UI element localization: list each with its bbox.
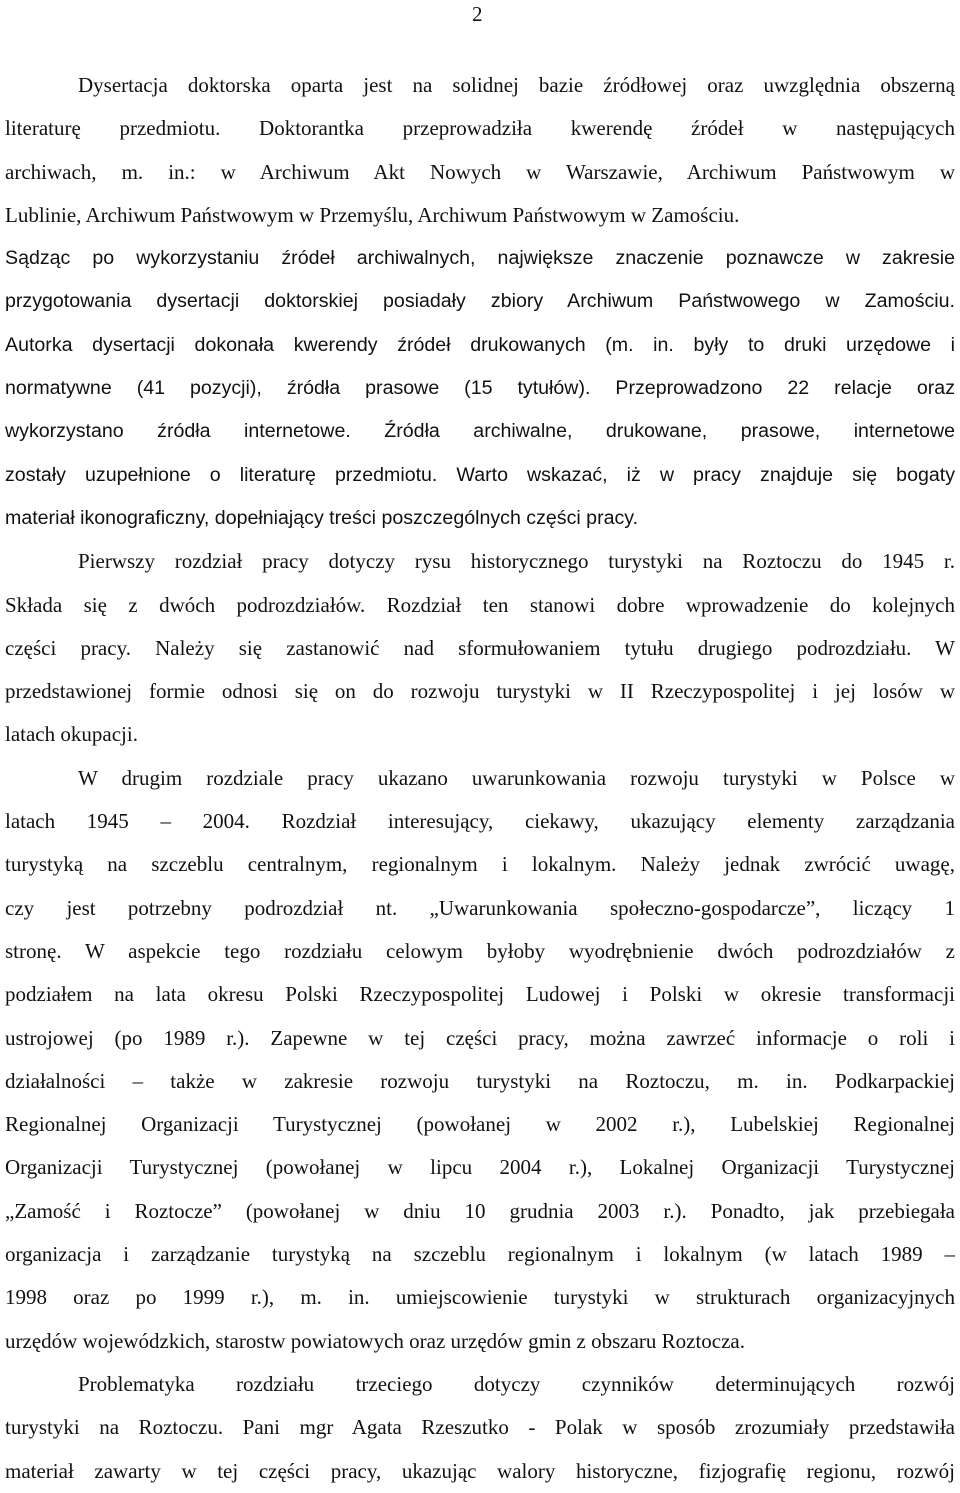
- text-line: urzędów wojewódzkich, starostw powiatowych oraz urzędów gmin z obszaru Roztocza.: [5, 1328, 746, 1353]
- text-line: materiał ikonograficzny, dopełniający treści poszczególnych części pracy.: [5, 506, 639, 529]
- text-line: Dysertacja doktorska oparta jest na solidnej bazie źródłowej oraz uwzględnia obszerną: [78, 73, 955, 97]
- text-line: literaturę przedmiotu. Doktorantka przeprowadziła kwerendę źródeł w następujących: [5, 116, 955, 141]
- paragraph: [5, 540, 955, 756]
- text-line: turystyki na Roztoczu. Pani mgr Agata Rzeszutko - Polak w sposób zrozumiały przedstawiła: [5, 1415, 955, 1440]
- text-line: Problematyka rozdziału trzeciego dotyczy czynników determinujących rozwój: [78, 1371, 955, 1396]
- paragraph: [5, 64, 955, 237]
- text-line: latach okupacji.: [5, 722, 138, 747]
- text-line: normatywne (41 pozycji), źródła prasowe (15 tytułów). Przeprowadzono 22 relacje oraz: [5, 377, 955, 400]
- text-line: podziałem na lata okresu Polski Rzeczypospolitej Ludowej i Polski w okresie transformacji: [5, 982, 955, 1007]
- text-line: Składa się z dwóch podrozdziałów. Rozdział ten stanowi dobre wprowadzenie do kolejnych: [5, 592, 955, 617]
- paragraph: [5, 757, 955, 1363]
- text-line: Lublinie, Archiwum Państwowym w Przemyślu, Archiwum Państwowym w Zamościu.: [5, 202, 740, 227]
- text-line: części pracy. Należy się zastanowić nad sformułowaniem tytułu drugiego podrozdziału. W: [5, 635, 955, 660]
- text-line: turystyką na szczeblu centralnym, regionalnym i lokalnym. Należy jednak zwrócić uwagę,: [5, 852, 955, 877]
- text-line: Pierwszy rozdział pracy dotyczy rysu historycznego turystyki na Roztoczu do 1945 r.: [78, 549, 955, 574]
- document-body: [5, 64, 955, 1493]
- text-line: 1998 oraz po 1999 r.), m. in. umiejscowienie turystyki w strukturach organizacyjnych: [5, 1285, 955, 1310]
- text-line: zostały uzupełnione o literaturę przedmiotu. Warto wskazać, iż w pracy znajduje się bogaty: [5, 463, 955, 486]
- paragraph: [5, 237, 955, 540]
- text-line: przedstawionej formie odnosi się on do rozwoju turystyki w II Rzeczypospolitej i jej losów w: [5, 679, 955, 704]
- text-line: działalności – także w zakresie rozwoju turystyki na Roztoczu, m. in. Podkarpackiej: [5, 1068, 955, 1093]
- text-line: Regionalnej Organizacji Turystycznej (powołanej w 2002 r.), Lubelskiej Regionalnej: [5, 1112, 955, 1137]
- text-line: wykorzystano źródła internetowe. Źródła archiwalne, drukowane, prasowe, internetowe: [5, 420, 955, 443]
- paragraph: [5, 1363, 955, 1493]
- text-line: Sądząc po wykorzystaniu źródeł archiwalnych, największe znaczenie poznawcze w zakresie: [5, 247, 955, 270]
- text-line: materiał zawarty w tej części pracy, ukazując walory historyczne, fizjografię regionu, rozwój: [5, 1458, 955, 1483]
- text-line: przygotowania dysertacji doktorskiej posiadały zbiory Archiwum Państwowego w Zamościu.: [5, 290, 955, 313]
- text-line: organizacja i zarządzanie turystyką na szczeblu regionalnym i lokalnym (w latach 1989 –: [5, 1242, 955, 1267]
- text-line: W drugim rozdziale pracy ukazano uwarunkowania rozwoju turystyki w Polsce w: [78, 765, 955, 790]
- text-line: Organizacji Turystycznej (powołanej w lipcu 2004 r.), Lokalnej Organizacji Turystycznej: [5, 1155, 955, 1180]
- text-line: archiwach, m. in.: w Archiwum Akt Nowych w Warszawie, Archiwum Państwowym w: [5, 159, 955, 184]
- text-line: ustrojowej (po 1989 r.). Zapewne w tej części pracy, można zawrzeć informacje o roli i: [5, 1025, 955, 1050]
- text-line: latach 1945 – 2004. Rozdział interesujący, ciekawy, ukazujący elementy zarządzania: [5, 809, 955, 834]
- text-line: stronę. W aspekcie tego rozdziału celowym byłoby wyodrębnienie dwóch podrozdziałów z: [5, 938, 955, 963]
- text-line: „Zamość i Roztocze” (powołanej w dniu 10 grudnia 2003 r.). Ponadto, jak przebiegała: [5, 1198, 955, 1223]
- text-line: czy jest potrzebny podrozdział nt. „Uwarunkowania społeczno-gospodarcze”, liczący 1: [5, 895, 955, 920]
- page-number: 2: [472, 2, 483, 26]
- text-line: Autorka dysertacji dokonała kwerendy źródeł drukowanych (m. in. były to druki urzędowe i: [5, 333, 955, 356]
